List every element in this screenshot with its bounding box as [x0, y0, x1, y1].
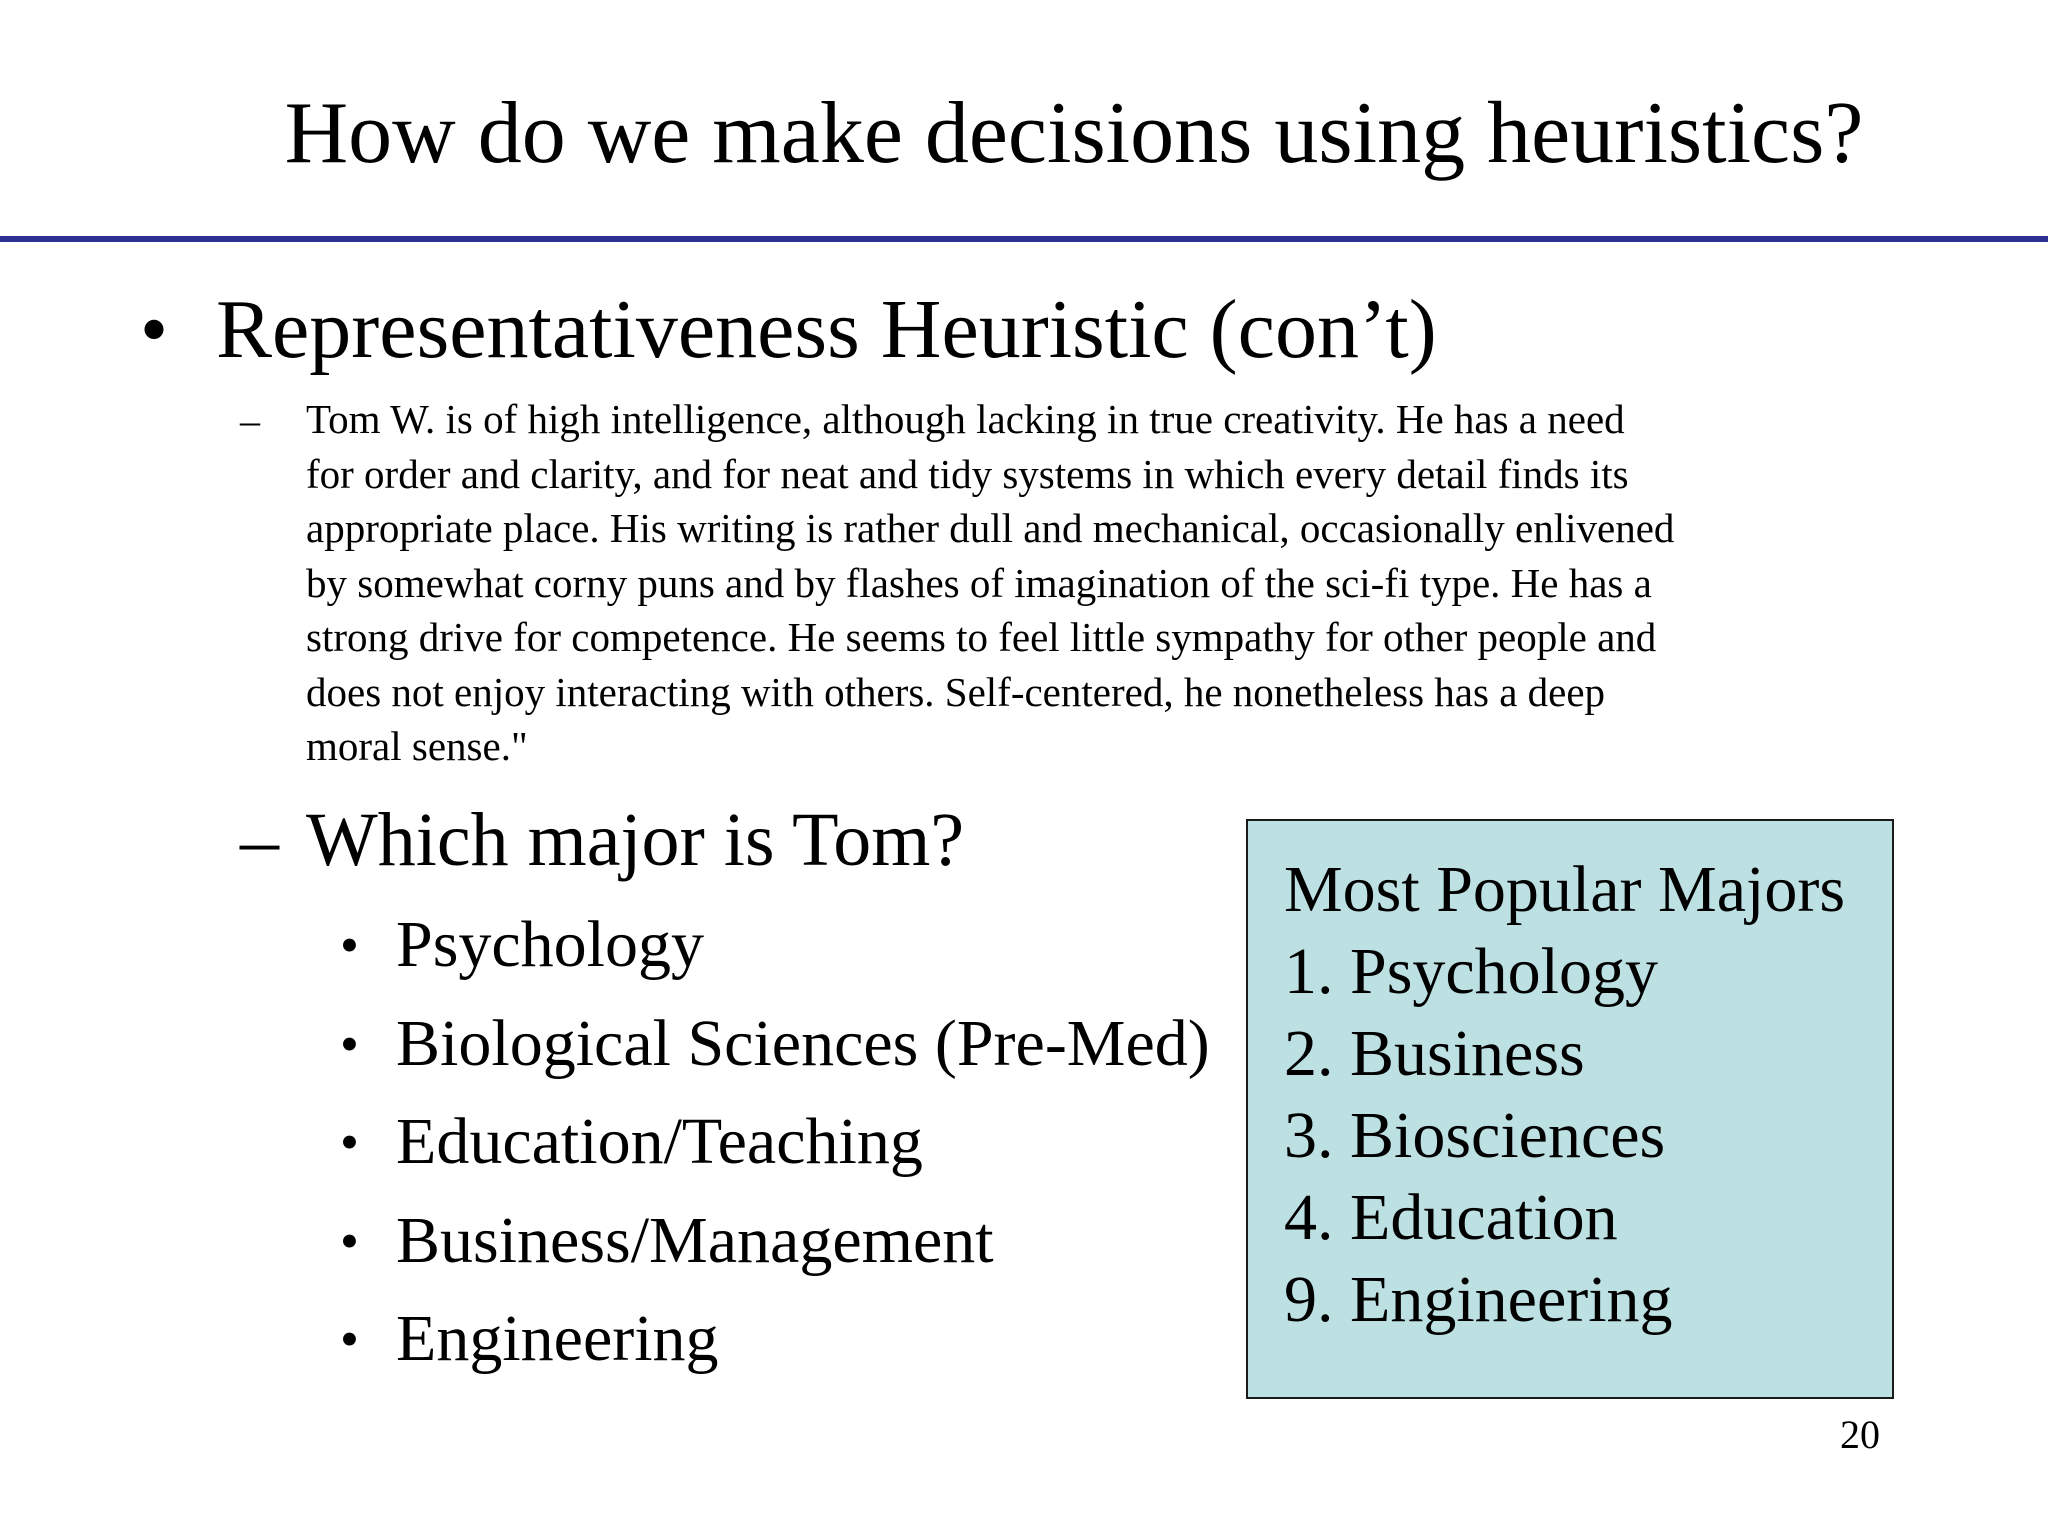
option-label: Education/Teaching: [396, 1105, 923, 1178]
main-point-bullet: •: [140, 286, 169, 374]
main-point-heading: Representativeness Heuristic (con’t): [216, 283, 1437, 376]
title-divider: [0, 236, 2048, 242]
question-dash: –: [240, 796, 279, 883]
popular-major-item: 4. Education: [1284, 1181, 1618, 1254]
popular-majors-box: [1246, 819, 1894, 1399]
popular-major-item: 1. Psychology: [1284, 935, 1659, 1008]
description-dash: –: [240, 398, 260, 443]
option-bullet: •: [340, 1210, 359, 1271]
page-number: 20: [1840, 1412, 1880, 1457]
popular-majors-list: [1284, 931, 1892, 1341]
popular-major-item: 2. Business: [1284, 1017, 1585, 1090]
option-label: Business/Management: [396, 1203, 994, 1277]
option-bullet: •: [340, 1013, 359, 1074]
option-bullet: •: [340, 1112, 359, 1172]
slide-title: How do we make decisions using heuristics?: [284, 85, 1864, 182]
option-label: Psychology: [396, 908, 705, 981]
option-label: Engineering: [396, 1302, 719, 1375]
option-bullet: •: [340, 915, 359, 975]
option-label: Biological Sciences (Pre-Med): [396, 1006, 1210, 1080]
popular-major-item: 9. Engineering: [1284, 1263, 1673, 1336]
tom-w-description: Tom W. is of high intelligence, although lacking in true creativity. He has a need for order and clarity, and for neat and tidy systems in which every detail finds its appropriate place. His writing is rather dull and mechanical, occasionally enlivened by somewhat corny puns and by flashes of imagination of the sci-fi type. He has a strong drive for competence. He seems to feel little sympathy for other people and does not enjoy interacting with others. Self-centered, he nonetheless has a deep moral sense.": [306, 396, 1675, 769]
popular-major-item: 3. Biosciences: [1284, 1099, 1666, 1172]
option-bullet: •: [340, 1309, 359, 1369]
popular-majors-title: Most Popular Majors: [1284, 853, 1845, 926]
major-question: Which major is Tom?: [306, 798, 965, 882]
